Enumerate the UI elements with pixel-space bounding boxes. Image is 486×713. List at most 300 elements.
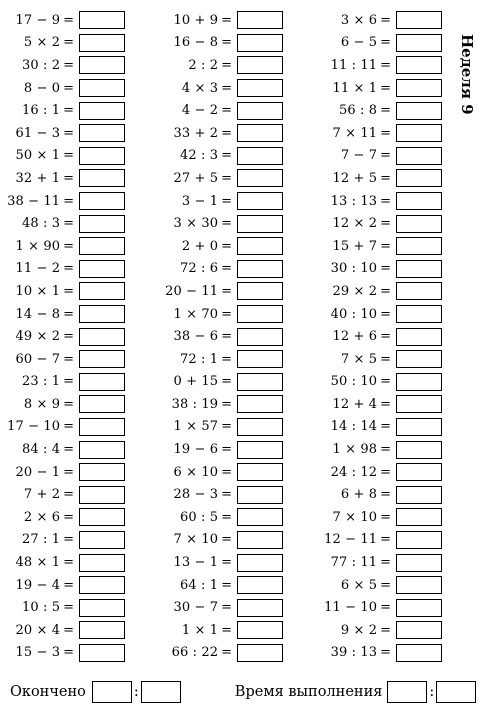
problem-row [317, 145, 442, 168]
equals-sign: = [221, 442, 232, 458]
answer-box[interactable] [237, 260, 283, 278]
equals-sign: = [63, 419, 74, 435]
equals-sign: = [380, 487, 391, 503]
problem-expression: 19 − 4 [15, 577, 61, 593]
problem-row [0, 642, 125, 665]
answer-box[interactable] [237, 124, 283, 142]
week-label: Неделя 9 [458, 34, 476, 115]
answer-box[interactable] [237, 644, 283, 662]
equals-sign: = [221, 306, 232, 322]
problem-row [158, 258, 283, 281]
equals-sign: = [380, 396, 391, 412]
problem-row [317, 235, 442, 258]
equals-sign: = [63, 600, 74, 616]
answer-box[interactable] [396, 418, 442, 436]
equals-sign: = [221, 148, 232, 164]
answer-box[interactable] [79, 373, 125, 391]
problem-row [0, 416, 125, 439]
equals-sign: = [63, 622, 74, 638]
equals-sign: = [63, 645, 74, 661]
problem-expression: 3 × 6 [340, 12, 378, 28]
problem-expression: 12 − 11 [324, 532, 378, 548]
answer-box[interactable] [237, 56, 283, 74]
problem-row [317, 77, 442, 100]
equals-sign: = [221, 283, 232, 299]
answer-box[interactable] [237, 237, 283, 255]
equals-sign: = [63, 487, 74, 503]
problem-row [158, 99, 283, 122]
problem-expression: 11 : 11 [330, 57, 378, 73]
answer-box[interactable] [396, 124, 442, 142]
answer-box[interactable] [79, 102, 125, 120]
problem-expression: 32 + 1 [15, 170, 61, 186]
problem-row [0, 190, 125, 213]
equals-sign: = [63, 35, 74, 51]
problem-row [0, 258, 125, 281]
answer-box[interactable] [79, 147, 125, 165]
problem-expression: 84 : 4 [22, 442, 61, 458]
problem-expression: 13 − 1 [173, 555, 219, 571]
problem-expression: 48 × 1 [15, 555, 61, 571]
problem-row [0, 574, 125, 597]
problem-expression: 9 × 2 [340, 622, 378, 638]
answer-box[interactable] [237, 34, 283, 52]
problem-row [317, 642, 442, 665]
equals-sign: = [221, 261, 232, 277]
equals-sign: = [380, 351, 391, 367]
answer-box[interactable] [79, 576, 125, 594]
answer-box[interactable] [396, 79, 442, 97]
problem-row [317, 506, 442, 529]
problem-row [158, 212, 283, 235]
problem-expression: 64 : 1 [180, 577, 219, 593]
problem-expression: 1 × 1 [181, 622, 219, 638]
answer-box[interactable] [396, 282, 442, 300]
problem-row [158, 506, 283, 529]
answer-box[interactable] [237, 215, 283, 233]
answer-box[interactable] [79, 282, 125, 300]
problem-row [0, 506, 125, 529]
answer-box[interactable] [396, 531, 442, 549]
problem-row [158, 461, 283, 484]
answer-box[interactable] [79, 215, 125, 233]
answer-box[interactable] [237, 486, 283, 504]
answer-box[interactable] [396, 305, 442, 323]
problem-expression: 61 − 3 [15, 125, 61, 141]
equals-sign: = [221, 193, 232, 209]
problem-expression: 72 : 6 [180, 261, 219, 277]
equals-sign: = [63, 577, 74, 593]
problem-row [0, 77, 125, 100]
footer [10, 681, 476, 703]
problem-expression: 1 × 98 [332, 442, 378, 458]
problem-expression: 7 − 7 [340, 148, 378, 164]
equals-sign: = [380, 555, 391, 571]
equals-sign: = [380, 80, 391, 96]
equals-sign: = [63, 261, 74, 277]
problem-expression: 20 − 11 [165, 283, 219, 299]
answer-box[interactable] [79, 34, 125, 52]
answer-box[interactable] [79, 395, 125, 413]
problem-row [317, 258, 442, 281]
answer-box[interactable] [79, 79, 125, 97]
problem-row [317, 574, 442, 597]
problem-expression: 48 : 3 [22, 216, 61, 232]
answer-box[interactable] [79, 237, 125, 255]
problem-expression: 72 : 1 [180, 351, 219, 367]
time-minutes-field[interactable] [436, 681, 476, 703]
equals-sign: = [63, 396, 74, 412]
problem-row [158, 77, 283, 100]
equals-sign: = [221, 622, 232, 638]
equals-sign: = [380, 283, 391, 299]
equals-sign: = [380, 419, 391, 435]
finished-minutes-field[interactable] [141, 681, 181, 703]
answer-box[interactable] [237, 169, 283, 187]
problem-row [158, 145, 283, 168]
problem-row [317, 438, 442, 461]
problem-row [317, 461, 442, 484]
problem-row [158, 642, 283, 665]
problem-row [158, 596, 283, 619]
equals-sign: = [63, 12, 74, 28]
problem-row [317, 9, 442, 32]
answer-box[interactable] [237, 11, 283, 29]
problem-row [158, 32, 283, 55]
problem-row [0, 596, 125, 619]
answer-box[interactable] [396, 644, 442, 662]
equals-sign: = [380, 261, 391, 277]
problem-row [158, 393, 283, 416]
answer-box[interactable] [396, 621, 442, 639]
equals-sign: = [380, 216, 391, 232]
answer-box[interactable] [237, 576, 283, 594]
answer-box[interactable] [396, 192, 442, 210]
problem-expression: 38 − 11 [7, 193, 61, 209]
answer-box[interactable] [396, 328, 442, 346]
answer-box[interactable] [237, 79, 283, 97]
problem-expression: 38 : 19 [171, 396, 219, 412]
answer-box[interactable] [79, 554, 125, 572]
problem-row [0, 145, 125, 168]
equals-sign: = [63, 374, 74, 390]
answer-box[interactable] [237, 599, 283, 617]
equals-sign: = [63, 283, 74, 299]
equals-sign: = [221, 80, 232, 96]
problem-row [158, 235, 283, 258]
answer-box[interactable] [396, 554, 442, 572]
answer-box[interactable] [396, 486, 442, 504]
answer-box[interactable] [237, 102, 283, 120]
problem-expression: 7 × 10 [332, 509, 378, 525]
answer-box[interactable] [79, 192, 125, 210]
answer-box[interactable] [396, 260, 442, 278]
answer-box[interactable] [396, 350, 442, 368]
problem-expression: 40 : 10 [330, 306, 378, 322]
answer-box[interactable] [396, 215, 442, 233]
problem-row [158, 325, 283, 348]
problem-expression: 11 − 10 [324, 600, 378, 616]
problem-expression: 77 : 11 [330, 555, 378, 571]
problem-row [317, 483, 442, 506]
answer-box[interactable] [79, 56, 125, 74]
problem-row [158, 416, 283, 439]
problem-row [317, 393, 442, 416]
problem-expression: 17 − 10 [7, 419, 61, 435]
problem-expression: 30 : 10 [330, 261, 378, 277]
problem-row [158, 529, 283, 552]
equals-sign: = [380, 103, 391, 119]
answer-box[interactable] [237, 531, 283, 549]
problem-expression: 4 − 2 [181, 103, 219, 119]
answer-box[interactable] [79, 463, 125, 481]
problem-row [158, 122, 283, 145]
problem-expression: 11 × 1 [332, 80, 378, 96]
equals-sign: = [63, 238, 74, 254]
problem-row [317, 167, 442, 190]
answer-box[interactable] [237, 192, 283, 210]
finished-separator: : [133, 684, 139, 700]
problem-expression: 14 − 8 [15, 306, 61, 322]
problem-expression: 17 − 9 [15, 12, 61, 28]
problem-expression: 7 + 2 [23, 487, 61, 503]
equals-sign: = [63, 351, 74, 367]
equals-sign: = [221, 351, 232, 367]
problem-expression: 15 − 3 [15, 645, 61, 661]
answer-box[interactable] [79, 124, 125, 142]
equals-sign: = [63, 555, 74, 571]
equals-sign: = [63, 103, 74, 119]
problem-expression: 6 + 8 [340, 487, 378, 503]
problem-expression: 33 + 2 [173, 125, 219, 141]
problem-expression: 27 + 5 [173, 170, 219, 186]
equals-sign: = [221, 577, 232, 593]
finished-hours-field[interactable] [92, 681, 132, 703]
answer-box[interactable] [79, 328, 125, 346]
problem-expression: 49 × 2 [15, 329, 61, 345]
problem-expression: 2 × 6 [23, 509, 61, 525]
problem-row [158, 9, 283, 32]
time-hours-field[interactable] [387, 681, 427, 703]
equals-sign: = [63, 442, 74, 458]
equals-sign: = [63, 509, 74, 525]
equals-sign: = [380, 464, 391, 480]
answer-box[interactable] [79, 621, 125, 639]
problem-expression: 15 + 7 [332, 238, 378, 254]
problem-expression: 13 : 13 [330, 193, 378, 209]
problem-expression: 23 : 1 [22, 374, 61, 390]
problem-expression: 8 − 0 [23, 80, 61, 96]
problem-row [0, 9, 125, 32]
problem-expression: 60 − 7 [15, 351, 61, 367]
problem-row [0, 167, 125, 190]
answer-box[interactable] [79, 441, 125, 459]
problem-row [317, 99, 442, 122]
problem-expression: 16 : 1 [22, 103, 61, 119]
problem-expression: 5 × 2 [23, 35, 61, 51]
answer-box[interactable] [237, 350, 283, 368]
answer-box[interactable] [79, 169, 125, 187]
problem-expression: 4 × 3 [181, 80, 219, 96]
equals-sign: = [63, 193, 74, 209]
problem-row [317, 619, 442, 642]
problem-row [0, 461, 125, 484]
answer-box[interactable] [396, 237, 442, 255]
answer-box[interactable] [79, 11, 125, 29]
answer-box[interactable] [396, 576, 442, 594]
problem-row [158, 280, 283, 303]
equals-sign: = [221, 600, 232, 616]
answer-box[interactable] [237, 395, 283, 413]
problem-expression: 10 : 5 [22, 600, 61, 616]
problem-row [0, 551, 125, 574]
answer-box[interactable] [237, 441, 283, 459]
equals-sign: = [380, 600, 391, 616]
equals-sign: = [63, 57, 74, 73]
problem-expression: 38 − 6 [173, 329, 219, 345]
answer-box[interactable] [79, 305, 125, 323]
equals-sign: = [221, 532, 232, 548]
answer-box[interactable] [396, 56, 442, 74]
problem-expression: 10 + 9 [173, 12, 219, 28]
equals-sign: = [221, 125, 232, 141]
answer-box[interactable] [237, 418, 283, 436]
finished-label: Окончено [10, 684, 86, 700]
problem-expression: 28 − 3 [173, 487, 219, 503]
answer-box[interactable] [396, 508, 442, 526]
answer-box[interactable] [396, 11, 442, 29]
problem-row [0, 122, 125, 145]
equals-sign: = [380, 622, 391, 638]
answer-box[interactable] [396, 102, 442, 120]
problem-row [0, 235, 125, 258]
problem-expression: 7 × 11 [332, 125, 378, 141]
problem-row [0, 54, 125, 77]
answer-box[interactable] [237, 305, 283, 323]
problem-expression: 16 − 8 [173, 35, 219, 51]
equals-sign: = [380, 193, 391, 209]
equals-sign: = [380, 532, 391, 548]
equals-sign: = [63, 216, 74, 232]
problem-row [317, 529, 442, 552]
answer-box[interactable] [396, 599, 442, 617]
problem-expression: 50 : 10 [330, 374, 378, 390]
problem-row [0, 32, 125, 55]
equals-sign: = [380, 35, 391, 51]
equals-sign: = [221, 464, 232, 480]
time-label: Время выполнения [234, 684, 383, 700]
answer-box[interactable] [396, 34, 442, 52]
problem-expression: 8 × 9 [23, 396, 61, 412]
answer-box[interactable] [396, 395, 442, 413]
problem-row [0, 393, 125, 416]
problem-row [0, 303, 125, 326]
problem-row [317, 212, 442, 235]
problem-expression: 12 + 4 [332, 396, 378, 412]
problem-row [0, 325, 125, 348]
answer-box[interactable] [237, 463, 283, 481]
equals-sign: = [63, 80, 74, 96]
answer-box[interactable] [79, 418, 125, 436]
problem-expression: 0 + 15 [173, 374, 219, 390]
answer-box[interactable] [79, 644, 125, 662]
problem-expression: 27 : 1 [22, 532, 61, 548]
equals-sign: = [63, 306, 74, 322]
answer-box[interactable] [396, 373, 442, 391]
answer-box[interactable] [79, 599, 125, 617]
answer-box[interactable] [396, 441, 442, 459]
equals-sign: = [221, 555, 232, 571]
equals-sign: = [221, 396, 232, 412]
answer-box[interactable] [79, 531, 125, 549]
problem-expression: 60 : 5 [180, 509, 219, 525]
problem-expression: 11 − 2 [15, 261, 61, 277]
equals-sign: = [221, 509, 232, 525]
problem-expression: 6 − 5 [340, 35, 378, 51]
answer-box[interactable] [237, 282, 283, 300]
problem-expression: 14 : 14 [330, 419, 378, 435]
answer-box[interactable] [79, 486, 125, 504]
answer-box[interactable] [396, 463, 442, 481]
equals-sign: = [380, 374, 391, 390]
equals-sign: = [380, 238, 391, 254]
answer-box[interactable] [237, 373, 283, 391]
problem-expression: 2 : 2 [188, 57, 219, 73]
problem-expression: 1 × 70 [173, 306, 219, 322]
problem-row [0, 438, 125, 461]
answer-box[interactable] [79, 350, 125, 368]
problem-expression: 10 × 1 [15, 283, 61, 299]
problem-expression: 12 + 6 [332, 329, 378, 345]
problem-row [317, 303, 442, 326]
problem-expression: 7 × 10 [173, 532, 219, 548]
problem-row [158, 303, 283, 326]
problem-expression: 12 × 2 [332, 216, 378, 232]
problem-expression: 56 : 8 [339, 103, 378, 119]
problem-row [158, 551, 283, 574]
equals-sign: = [221, 216, 232, 232]
equals-sign: = [63, 329, 74, 345]
answer-box[interactable] [237, 328, 283, 346]
column-1 [0, 9, 160, 664]
equals-sign: = [63, 464, 74, 480]
answer-box[interactable] [237, 621, 283, 639]
equals-sign: = [221, 645, 232, 661]
problem-row [0, 529, 125, 552]
equals-sign: = [221, 419, 232, 435]
problem-row [0, 483, 125, 506]
problem-expression: 24 : 12 [330, 464, 378, 480]
answer-box[interactable] [396, 169, 442, 187]
answer-box[interactable] [237, 508, 283, 526]
answer-box[interactable] [237, 147, 283, 165]
column-3 [317, 9, 477, 664]
problem-expression: 1 × 57 [173, 419, 219, 435]
problem-expression: 12 + 5 [332, 170, 378, 186]
answer-box[interactable] [396, 147, 442, 165]
answer-box[interactable] [237, 554, 283, 572]
equals-sign: = [380, 509, 391, 525]
problem-row [158, 190, 283, 213]
problem-expression: 7 × 5 [340, 351, 378, 367]
problem-expression: 30 − 7 [173, 600, 219, 616]
answer-box[interactable] [79, 260, 125, 278]
problem-row [317, 54, 442, 77]
problem-expression: 66 : 22 [171, 645, 219, 661]
problem-expression: 39 : 13 [330, 645, 378, 661]
answer-box[interactable] [79, 508, 125, 526]
equals-sign: = [380, 125, 391, 141]
